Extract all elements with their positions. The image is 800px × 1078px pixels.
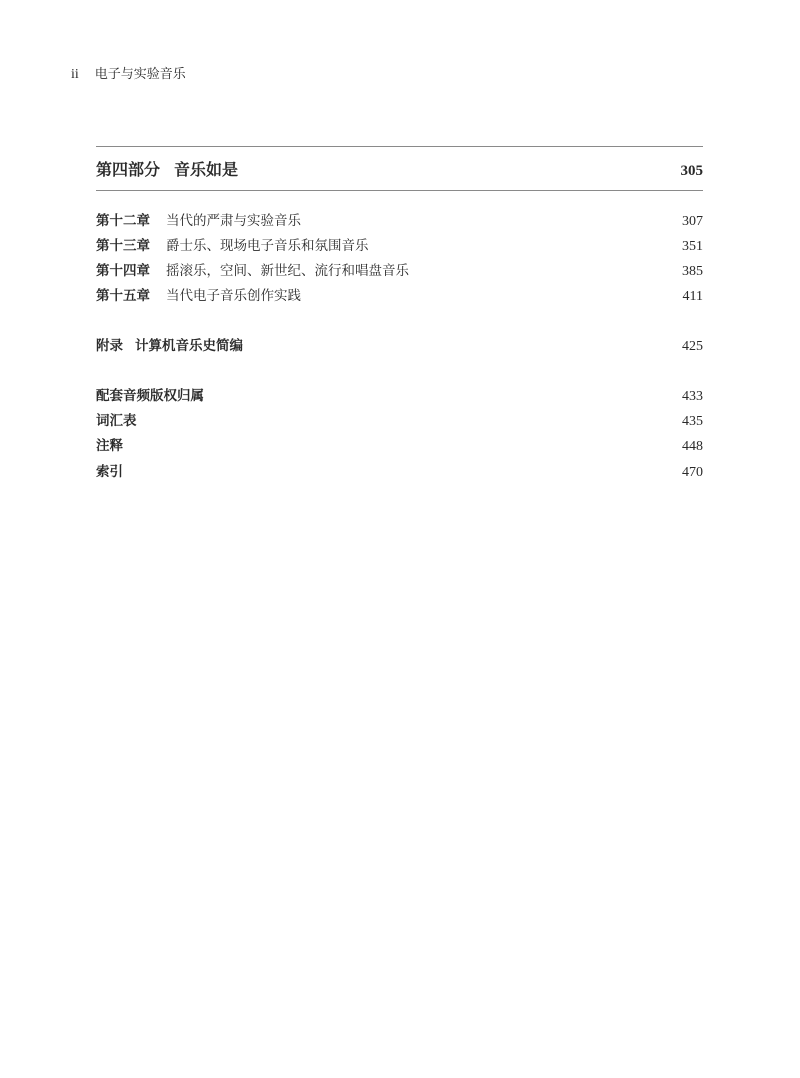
back-matter-page-number: 448: [682, 439, 703, 454]
chapter-title: 当代电子音乐创作实践: [166, 288, 301, 304]
toc-entry-chapter-12: [96, 209, 703, 230]
toc-entry-chapter-13: [96, 234, 703, 255]
toc-entry-notes: [96, 434, 703, 455]
back-matter-title: 词汇表: [96, 413, 137, 429]
toc-entry-glossary: [96, 409, 703, 430]
chapter-page-number: 385: [682, 264, 703, 279]
toc-entry-text: [96, 234, 369, 254]
back-matter-page-number: 470: [682, 465, 703, 480]
appendix-page-number: 425: [682, 339, 703, 354]
part-top-rule: [96, 146, 703, 147]
back-matter-page-number: 433: [682, 389, 703, 404]
part-title: 音乐如是: [174, 160, 239, 179]
back-matter-title: 注释: [96, 438, 123, 454]
appendix-title: 计算机音乐史简编: [135, 338, 243, 354]
part-page-number: 305: [680, 163, 703, 179]
toc-entry-text: [96, 259, 409, 279]
toc-entry-text: [96, 334, 243, 354]
chapter-page-number: 307: [682, 214, 703, 229]
back-matter-title: 配套音频版权归属: [96, 388, 204, 404]
chapter-title: 爵士乐、现场电子音乐和氛围音乐: [166, 238, 369, 254]
toc-entry-text: [96, 209, 301, 229]
toc-entry-chapter-15: [96, 284, 703, 305]
toc-entry-index: [96, 460, 703, 481]
chapter-label: 第十二章: [96, 213, 150, 229]
chapter-title: 当代的严肃与实验音乐: [166, 213, 301, 229]
appendix-label: 附录: [96, 338, 123, 354]
chapter-title: 摇滚乐，空间、新世纪、流行和唱盘音乐: [166, 263, 409, 279]
back-matter-page-number: 435: [682, 414, 703, 429]
running-head: [71, 63, 186, 83]
toc-entry-chapter-14: [96, 259, 703, 280]
back-matter-title: 索引: [96, 464, 123, 480]
part-title-group: [96, 157, 238, 180]
toc-entry-text: [96, 284, 301, 304]
page-folio: ii: [71, 67, 79, 82]
toc-entry-appendix: [96, 334, 703, 355]
running-head-title: 电子与实验音乐: [94, 67, 186, 82]
part-bottom-rule: [96, 190, 703, 191]
part-heading: [96, 157, 703, 180]
chapter-label: 第十三章: [96, 238, 150, 254]
chapter-label: 第十四章: [96, 263, 150, 279]
chapter-page-number: 351: [682, 239, 703, 254]
toc-entry-audio-credits: [96, 384, 703, 405]
chapter-label: 第十五章: [96, 288, 150, 304]
part-label: 第四部分: [96, 160, 161, 179]
chapter-page-number: 411: [682, 289, 703, 304]
